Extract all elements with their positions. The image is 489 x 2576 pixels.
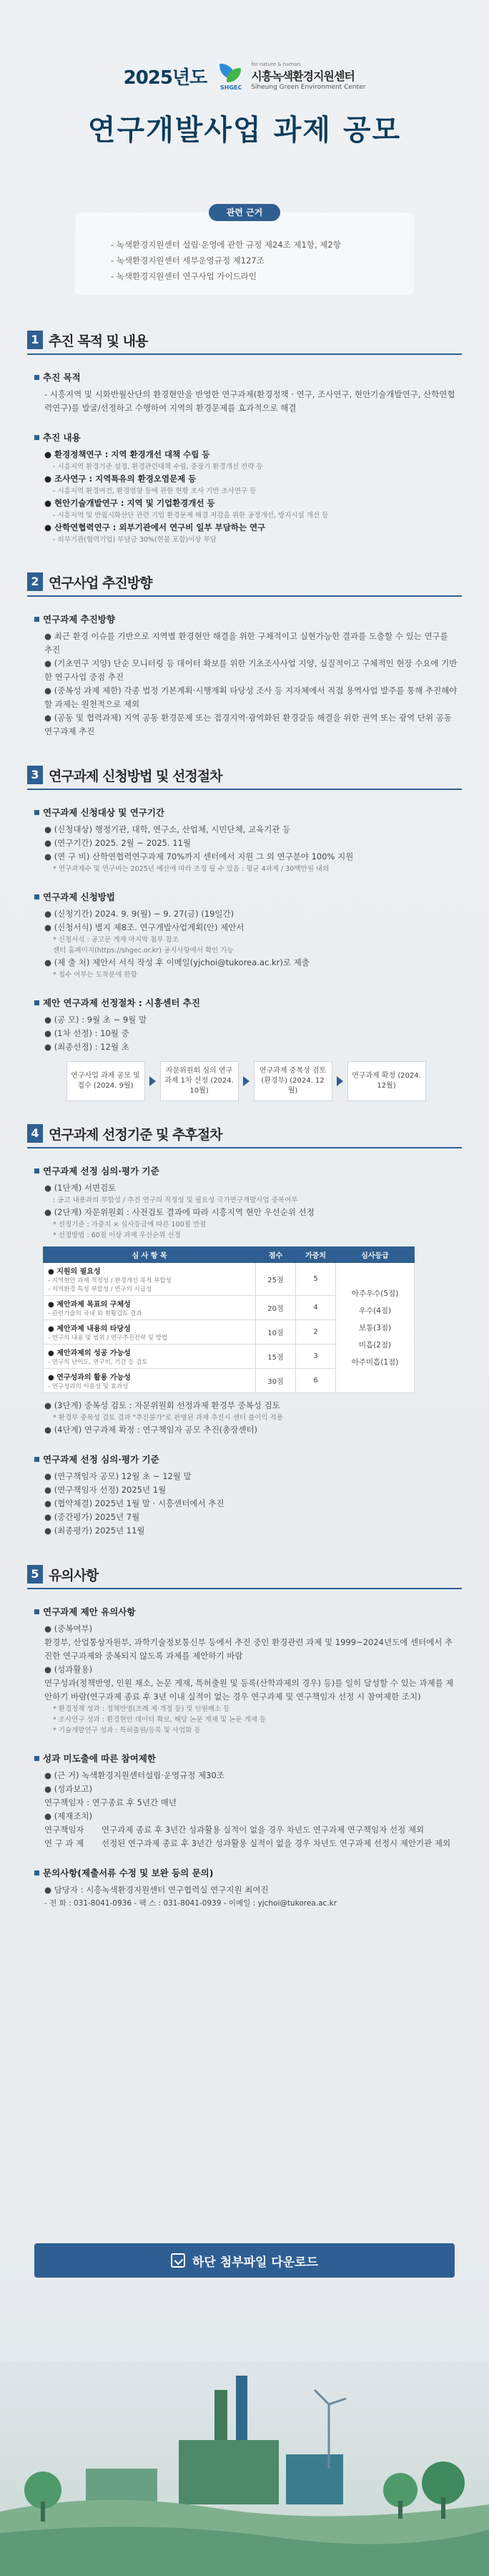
section-number: 3	[27, 766, 43, 784]
basis-box	[75, 213, 414, 295]
text-line: ● (연 구 비) 산학연협력연구과제 70%까지 센터에서 지원 그 외 연구분야 100% 지원	[44, 852, 354, 862]
text-line: ● (연구책임자 공모) 12월 초 ~ 12월 말	[44, 1471, 192, 1481]
section-number: 1	[27, 331, 43, 349]
text-line: ● 최근 환경 이슈를 기반으로 지역별 환경현안 해결을 위한 구체적이고 실현가능한 결과를 도출할 수 있는 연구를 추진	[44, 631, 448, 655]
basis-item: - 녹색환경지원센터 세부운영규정 제127조	[111, 255, 265, 265]
section-1	[0, 329, 489, 545]
subheading: 성과 미도출에 따른 참여제한	[34, 1752, 458, 1765]
section-title: 유의사항	[49, 1567, 99, 1584]
table-cell-note: - 연구성과의 이용성 및 효과성	[48, 1383, 129, 1390]
building-shape	[86, 2469, 157, 2504]
download-attachment-button[interactable]	[34, 2243, 455, 2278]
table-cell: 5	[296, 1263, 336, 1296]
table-cell: ● 제안과제의 성공 가능성	[48, 1350, 131, 1357]
table-cell-note: - 지역환경 특성 부합성 / 연구의 시급성	[48, 1286, 152, 1293]
year-label: 2025년도	[123, 67, 207, 89]
subheading: 연구과제 신청대상 및 연구기간	[34, 806, 458, 819]
text-line: ● (공동 및 협력과제) 지역 공동 환경문제 또는 접경지역·광역화된 환경갈등 해결을 위한 권역 또는 광역 단위 공동 연구과제 추진	[44, 713, 452, 736]
table-cell: 3	[296, 1345, 336, 1369]
org-abbr: SHGEC	[220, 84, 242, 91]
text-line: 연구책임자 : 연구종료 후 5년간 매년	[44, 1797, 177, 1807]
flow-step: 자문위원회 심의 연구과제 1차 선정 (2024. 10월)	[160, 1061, 239, 1101]
text-line: ● (중복여부)	[44, 1624, 93, 1634]
table-cell: ● 지원의 필요성	[48, 1268, 101, 1276]
table-cell: ● 제안과제 내용의 타당성	[48, 1325, 131, 1333]
section-title: 연구과제 신청방법 및 선정절차	[49, 768, 222, 784]
text-line: ● (근 거) 녹색환경지원센터설립·운영규정 제30조	[44, 1770, 224, 1780]
text-line: ● (성과활용)	[44, 1664, 93, 1674]
subheading: 추진 목적	[34, 371, 458, 384]
org-name-ko: 시흥녹색환경지원센터	[251, 69, 355, 83]
table-cell: ● 제안과제 목표의 구체성	[48, 1301, 131, 1309]
text-line: ● 담당자 : 시흥녹색환경지원센터 연구협력실 연구지원 최여진	[44, 1885, 269, 1895]
section-5	[0, 1563, 489, 1911]
table-cell-note: - 관련기술의 국내 외 현황검토 결과	[48, 1310, 142, 1317]
table-cell: ● 연구성과의 활용 가능성	[48, 1374, 131, 1382]
basis-item: - 녹색환경지원센터 연구사업 가이드라인	[111, 271, 257, 281]
grade-cell	[336, 1263, 415, 1393]
note-line: * 선정기준 : 가중치 × 심사등급에 따른 100점 만점	[53, 1221, 207, 1229]
evaluation-table	[43, 1246, 415, 1393]
table-row	[44, 1263, 415, 1296]
text-line: ● 조사연구 : 지역특유의 환경오염문제 등	[44, 474, 197, 484]
note-line: - 시흥지역 환경기준 설정, 환경관련대책 수립, 중장기 환경개선 전략 등	[53, 463, 263, 471]
note-line: - 시흥지역 환경여건, 환경영향 등에 관한 현황 조사 기반 조사연구 등	[53, 487, 257, 495]
subheading: 제안 연구과제 선정절차 : 시흥센터 추진	[34, 996, 458, 1009]
grade-item: 아주미흡(1점)	[351, 1357, 399, 1367]
text-line: ● (1단계) 서면검토	[44, 1183, 117, 1193]
note-line: * 신청서식 : 공고문 게재 마지막 첨부 참조	[53, 936, 179, 944]
text-line: ● (성과보고)	[44, 1784, 93, 1794]
text-line: ● (신청대상) 행정기관, 대학, 연구소, 산업체, 시민단체, 교육기관 등	[44, 824, 291, 834]
org-brand	[217, 62, 365, 91]
header-top	[0, 62, 489, 91]
table-cell-note: - 연구의 난이도, 연구비, 기간 등 검토	[48, 1359, 148, 1366]
table-cell: 25점	[256, 1263, 296, 1296]
note-line: 센터 홈페이지(https://shgec.or.kr) 공지사항에서 확인 가능	[53, 947, 234, 955]
table-cell-note: - 지역현안 과제 적정성 / 환경개선 목적 부합성	[48, 1277, 172, 1284]
basis-label: 관련 근거	[209, 204, 280, 221]
table-header: 가중치	[296, 1247, 336, 1263]
org-logo-icon	[217, 62, 245, 91]
basis-item: - 녹색환경지원센터 설립·운영에 관한 규정 제24조 제1항, 제2항	[111, 240, 341, 250]
grade-item: 우수(4점)	[358, 1306, 392, 1315]
text-line: ● (4단계) 연구과제 확정 : 연구책임자 공모 추진(총장센터)	[44, 1425, 258, 1435]
subheading: 연구과제 추진방향	[34, 613, 458, 625]
arrow-right-icon	[337, 1076, 343, 1086]
arrow-right-icon	[243, 1076, 250, 1086]
note-line: * 연구과제수 및 연구비는 2025년 예산에 따라 조정 될 수 있음 : 평균 4과제 / 30백만원 내외	[53, 865, 330, 873]
text-line: ● (1차 선정) : 10월 중	[44, 1028, 129, 1038]
note-line: * 선정방법 : 60점 이상 과제 우선순위 선정	[53, 1231, 181, 1239]
text-line: 연구성과(정책반영, 인원 채소, 논문 게재, 특허출원 및 등록(산학과제의 경우) 등)를 일히 달성할 수 있는 과제를 제안하기 바람(연구과제 종료 후 3년 이내 실적이 없는 경우 연구과제 및 연구책임자 선정 시 참여제한 조치)	[44, 1678, 454, 1702]
text-line: ● (신청기간) 2024. 9. 9(월) ~ 9. 27(금) (19일간)	[44, 909, 234, 919]
note-line: * 환경부 중복성 검토 결과 "추진불가"로 판명된 과제 추진시 센터 불이익 적용	[53, 1414, 284, 1422]
section-3	[0, 764, 489, 1101]
flow-step: 연구과제 확정 (2024. 12월)	[347, 1061, 426, 1101]
text-line: ● (제재조치)	[44, 1811, 93, 1821]
text-line: ● (연구기간) 2025. 2월 ~ 2025. 11월	[44, 838, 192, 848]
section-title: 추진 목적 및 내용	[49, 333, 148, 349]
sanction-key: 연 구 과 제	[44, 1838, 84, 1848]
download-label: 하단 첨부파일 다운로드	[192, 2255, 319, 2270]
table-cell: 20점	[256, 1296, 296, 1320]
page-title: 연구개발사업 과제 공모	[87, 114, 402, 147]
text-line: 환경부, 산업통상자원부, 과학기술정보통신부 등에서 추진 중인 환경관련 과제 및 1999~2024년도에 센터에서 추진한 연구과제와 중복되지 않도록 과제를 제안하기 바람	[44, 1637, 453, 1661]
section-4	[0, 1123, 489, 1538]
table-cell-note: - 연구의 내용 및 범위 / 연구추진전략 및 방법	[48, 1335, 168, 1342]
table-cell: 10점	[256, 1320, 296, 1345]
arrow-right-icon	[149, 1076, 156, 1086]
text-line: ● (최종평가) 2025년 11월	[44, 1526, 145, 1536]
section-number: 5	[27, 1565, 43, 1584]
grade-item: 아주우수(5점)	[351, 1289, 399, 1298]
content	[0, 329, 489, 1911]
table-cell: 15점	[256, 1345, 296, 1369]
text-line: ● (최종선정) : 12월 초	[44, 1042, 129, 1052]
table-cell: 30점	[256, 1369, 296, 1393]
section-2	[0, 571, 489, 738]
subheading: 연구과제 선정 심의·평가 기준	[34, 1453, 458, 1465]
factory-shape	[179, 2440, 279, 2504]
table-cell: 2	[296, 1320, 336, 1345]
subheading: 연구과제 제안 유의사항	[34, 1605, 458, 1618]
sanction-value: 연구과제 종료 후 3년간 성과활용 실적이 없을 경우 차년도 연구과제 연구책임자 선정 제외	[102, 1825, 425, 1835]
contact-line: - 전 화 : 031-8041-0936 - 팩 스 : 031-8041-0939 - 이메일 : yjchoi@tukorea.ac.kr	[44, 1899, 337, 1908]
download-icon	[171, 2253, 185, 2268]
factory-scene-illustration	[0, 2361, 489, 2576]
grade-item: 미흡(2점)	[358, 1340, 392, 1350]
table-header: 심 사 항 목	[44, 1247, 256, 1263]
text-line: ● (2단계) 자문위원회 : 사전검토 결과에 따라 시흥지역 현안 우선순위 선정	[44, 1207, 315, 1217]
note-line: * 접수 여부는 도착분에 한함	[53, 971, 137, 979]
section-number: 4	[27, 1124, 43, 1143]
text-line: ● 환경정책연구 : 지역 환경개선 대책 수립 등	[44, 449, 210, 459]
text-line: ● (중간평가) 2025년 7월	[44, 1512, 140, 1522]
table-header: 심사등급	[336, 1247, 415, 1263]
note-line: * 환경정책 성과 : 정책반영(조례 제·개정 등) 및 인원배소 등	[53, 1705, 230, 1713]
selection-flow	[34, 1061, 458, 1101]
text-line: ● (공 모) : 9월 초 ~ 9월 말	[44, 1015, 147, 1025]
text-line: ● 현안기술개발연구 : 지역 및 기업환경개선 등	[44, 498, 215, 508]
flow-step: 연구과제 중복성 검토 (환경부) (2024. 12월)	[254, 1061, 332, 1101]
section-number: 2	[27, 572, 43, 591]
org-name-en: Siheung Green Environment Center	[251, 84, 366, 91]
org-tagline: for nature & human	[251, 62, 301, 67]
header	[0, 0, 489, 222]
text-line: ● (협약체결) 2025년 1월 말 · 시흥센터에서 추진	[44, 1498, 224, 1508]
sanction-row	[34, 1837, 458, 1850]
text-line: ● (중복성 과제 제한) 각종 법정 기본계획·시행계획 타당성 조사 등 지자체에서 직접 용역사업 발주를 통해 추진해야 할 과제는 원천적으로 제외	[44, 686, 458, 709]
text-line: ● (연구책임자 선정) 2025년 1월	[44, 1485, 167, 1495]
sanction-row	[34, 1823, 458, 1837]
text-line: ● (제 출 처) 제안서 서식 작성 후 이메일(yjchoi@tukorea.ac.kr)로 제출	[44, 957, 310, 967]
section-title: 연구사업 추진방향	[49, 575, 152, 591]
note-line: : 공고 내용과의 부합성 / 추진 연구의 적정성 및 필요성 국가연구개발사업 중복여부	[53, 1196, 298, 1204]
table-header: 점수	[256, 1247, 296, 1263]
subheading: 연구과제 신청방법	[34, 890, 458, 903]
table-cell: 4	[296, 1296, 336, 1320]
text-line: - 시흥지역 및 시화반월산단의 환경현안을 반영한 연구과제(환경정책 · 연구, 조사연구, 현안기술개발연구, 산학연협력연구)를 발굴/선정하고 수행하여 지역의 환경문제를 효과적으로 해결	[44, 389, 455, 413]
factory-shape	[286, 2454, 343, 2504]
note-line: - 외부기관(협력기업) 부담금 30%(현물 포함)이상 부담	[53, 536, 217, 544]
flow-step: 연구사업 과제 공모 및 접수 (2024. 9월)	[66, 1061, 145, 1101]
note-line: * 기술개발연구 성과 : 특허출원/등록 및 사업화 등	[53, 1727, 201, 1735]
subheading: 연구과제 선정 심의·평가 기준	[34, 1164, 458, 1177]
text-line: ● (3단계) 중복성 검토 : 자문위원회 선정과제 환경부 중복성 검토	[44, 1400, 280, 1410]
text-line: ● 산학연협력연구 : 외부기관에서 연구비 일부 부담하는 연구	[44, 522, 266, 532]
grade-item: 보통(3점)	[358, 1323, 392, 1332]
subheading: 문의사항(제출서류 수정 및 보완 등의 문의)	[34, 1866, 458, 1879]
note-line: * 조사연구 성과 : 환경현안 데이터 확보, 해당 논문 게재 및 논문 게재 등	[53, 1716, 267, 1724]
sanction-key: 연구책임자	[44, 1825, 84, 1835]
text-line: ● (기초연구 지양) 단순 모니터링 등 데이터 확보를 위한 기초조사사업 지양, 실질적이고 구체적인 현장 수요에 기반한 연구사업 중점 추진	[44, 658, 458, 682]
text-line: ● (신청서식) 별지 제8조. 연구개발사업계획(안) 제안서	[44, 922, 244, 932]
section-title: 연구과제 선정기준 및 추후절차	[49, 1126, 222, 1143]
subheading: 추진 내용	[34, 431, 458, 444]
table-cell: 6	[296, 1369, 336, 1393]
sanction-value: 선정된 연구과제 종료 후 3년간 성과활용 실적이 없을 경우 차년도 연구과제 선정시 제안기관 제외	[102, 1838, 451, 1848]
note-line: - 시흥지역 및 반월시화산단 관련 기업 환경문제 해결 저감을 위한 공정개선, 방지시설 개선 등	[53, 512, 329, 519]
